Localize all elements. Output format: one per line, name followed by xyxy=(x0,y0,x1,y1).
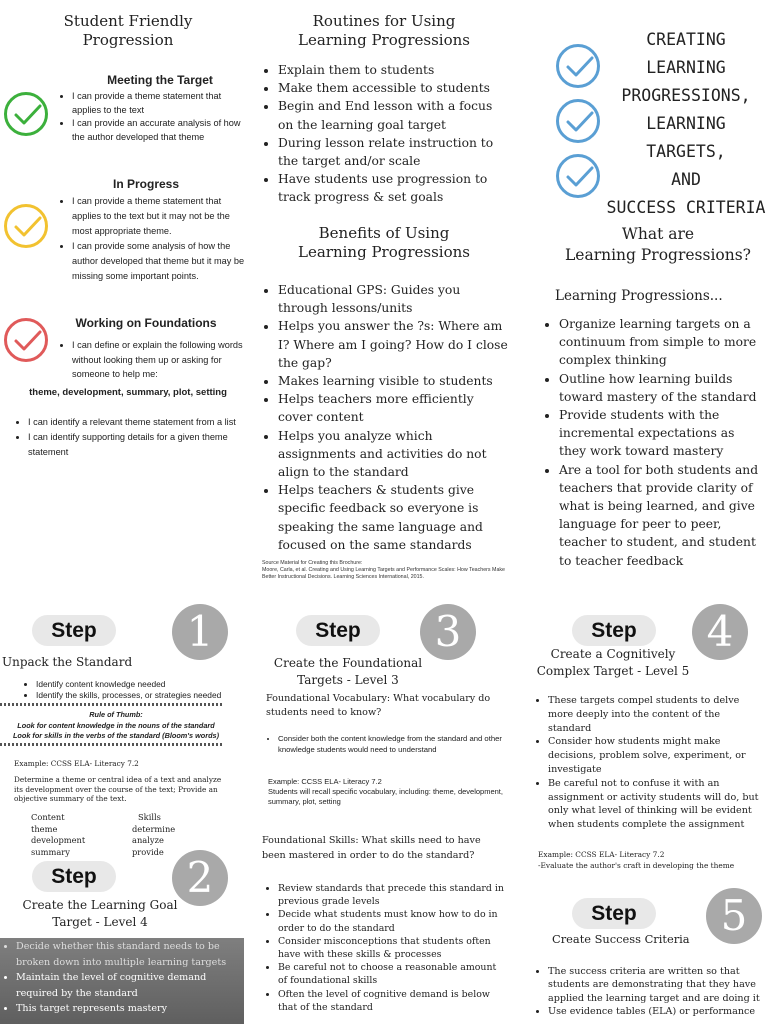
list-item: • I can define or explain the following words without looking them up or asking for someone to help me: xyxy=(72,338,246,382)
content-column: Content theme development summary xyxy=(31,812,86,857)
list-item: • I can provide an accurate analysis of how the author developed that theme xyxy=(72,117,246,144)
list-item: • Have students use progression to track progress & set goals xyxy=(278,170,510,206)
foundations-list xyxy=(56,338,246,382)
list-item: • I can provide a theme statement that applies to the text but it may not be the most appropriate theme. xyxy=(72,194,250,239)
list-item: • Maintain the level of cognitive demand required by the standard xyxy=(16,970,244,1001)
rule-of-thumb: Rule of Thumb: Look for content knowledge in the nouns of the standard Look for skills in the verbs of the standard (Bloom's words) xyxy=(12,710,220,740)
student-friendly-title: Student Friendly Progression xyxy=(63,12,193,49)
step-1-pill: Step xyxy=(32,615,116,646)
step-1-title: Unpack the Standard xyxy=(2,655,133,669)
step-2-pill: Step xyxy=(32,861,116,892)
benefits-title: Benefits of Using Learning Progressions xyxy=(298,224,470,261)
list-item: • Identify the skills, processes, or strategies needed xyxy=(36,690,250,701)
list-item: • Decide whether this standard needs to be broken down into multiple learning targets xyxy=(16,939,244,970)
yellow-check-icon xyxy=(4,204,48,248)
red-check-icon xyxy=(4,318,48,362)
list-item: • Be careful not to choose a reasonable amount of foundational skills xyxy=(278,961,506,987)
list-item: • Make them accessible to students xyxy=(278,79,510,97)
vocab-list xyxy=(262,734,506,755)
list-item: • Decide what students must know how to do in order to do the standard xyxy=(278,908,506,934)
list-item: • Explain them to students xyxy=(278,61,510,79)
foundations-terms: theme, development, summary, plot, setting xyxy=(29,387,227,398)
list-item: • I can identify supporting details for a given theme statement xyxy=(28,430,250,460)
list-item: • I can provide a theme statement that applies to the text xyxy=(72,90,246,117)
list-item: • Consider both the content knowledge from the standard and other knowledge students would need to understand xyxy=(278,734,506,755)
list-item: • Provide students with the incremental expectations as they work toward mastery xyxy=(559,406,765,461)
blue-check-icon xyxy=(556,154,600,198)
step-5-pill: Step xyxy=(572,898,656,929)
skills-question: Foundational Skills: What skills need to have been mastered in order to do the standard? xyxy=(262,835,481,861)
step-5-title: Create Success Criteria xyxy=(552,932,690,946)
meeting-target-heading: Meeting the Target xyxy=(107,73,213,87)
step-2-title: Create the Learning Goal Target - Level 4 xyxy=(22,898,178,929)
what-are-title: What are Learning Progressions? xyxy=(564,225,751,264)
step-3-number: 3 xyxy=(420,604,476,660)
list-item: • Often the level of cognitive demand is below that of the standard xyxy=(278,988,506,1014)
skills-column: Skills determine analyze provide xyxy=(132,812,176,857)
lp-heading: Learning Progressions... xyxy=(555,288,723,304)
meeting-target-list xyxy=(56,90,246,144)
skills-list xyxy=(262,882,506,1014)
list-item: • Are a tool for both students and teachers that provide clarity of what is being learned, and give language for peer to peer, teacher to student, and student to teacher feedback xyxy=(559,461,765,570)
dotted-divider xyxy=(0,703,224,706)
step-3-example: Example: CCSS ELA- Literacy 7.2 Students will recall specific vocabulary, including: theme, development, summary, plot, setting xyxy=(268,777,503,806)
list-item: • Begin and End lesson with a focus on the learning goal target xyxy=(278,97,510,133)
step-1-number: 1 xyxy=(172,604,228,660)
list-item: • Review standards that precede this standard in previous grade levels xyxy=(278,882,506,908)
list-item: • Helps teachers & students give specific feedback so everyone is speaking the same language and focused on the same standards xyxy=(278,481,510,554)
routines-list xyxy=(262,61,510,207)
step-2-highlight-box xyxy=(0,938,244,1024)
list-item: • Consider misconceptions that students often have with these skills & processes xyxy=(278,935,506,961)
list-item: • Use evidence tables (ELA) or performance xyxy=(548,1005,764,1018)
step-5-list xyxy=(532,965,764,1018)
brochure-title: CREATING LEARNING PROGRESSIONS, LEARNING TARGETS, AND SUCCESS CRITERIA xyxy=(606,30,766,217)
list-item: • Identify content knowledge needed xyxy=(36,679,250,690)
step-4-list xyxy=(532,694,764,832)
list-item: • During lesson relate instruction to the target and/or scale xyxy=(278,134,510,170)
list-item: • Organize learning targets on a continuum from simple to more complex thinking xyxy=(559,315,765,370)
benefits-list xyxy=(262,281,510,554)
step-4-number: 4 xyxy=(692,604,748,660)
foundations-extra-list xyxy=(12,415,250,460)
list-item: • These targets compel students to delve more deeply into the content of the standard xyxy=(548,694,764,735)
in-progress-list xyxy=(56,194,250,284)
list-item: • Outline how learning builds toward mastery of the standard xyxy=(559,370,765,406)
step-1-standard: Determine a theme or central idea of a text and analyze its development over the course of the text; Provide an objective summary of the text. xyxy=(14,775,222,803)
list-item: • The success criteria are written so that students are demonstrating that they have applied the learning target and are doing it xyxy=(548,965,764,1005)
foundations-heading: Working on Foundations xyxy=(75,316,217,330)
dotted-divider xyxy=(0,743,224,746)
step-4-example: Example: CCSS ELA- Literacy 7.2 -Evaluate the author's craft in developing the theme xyxy=(538,850,735,870)
list-item: • I can identify a relevant theme statement from a list xyxy=(28,415,250,430)
list-item: • Consider how students might make decisions, problem solve, experiment, or investigate xyxy=(548,735,764,776)
list-item: • Makes learning visible to students xyxy=(278,372,510,390)
green-check-icon xyxy=(4,92,48,136)
step-4-title: Create a Cognitively Complex Target - Level 5 xyxy=(536,647,690,678)
routines-title: Routines for Using Learning Progressions xyxy=(298,12,470,49)
blue-check-icon xyxy=(556,44,600,88)
list-item: • Educational GPS: Guides you through lessons/units xyxy=(278,281,510,317)
list-item: • This target represents mastery xyxy=(16,1001,244,1017)
source-citation: Source Material for Creating this Brochure: Moore, Carla, et al. Creating and Using Learning Targets and Performance Scales: How Teachers Make Better Instructional Decisions. Learning Sciences International, 2015. xyxy=(262,560,505,580)
in-progress-heading: In Progress xyxy=(112,177,180,191)
step-3-title: Create the Foundational Targets - Level 3 xyxy=(273,656,423,687)
step-2-number: 2 xyxy=(172,850,228,906)
step-3-pill: Step xyxy=(296,615,380,646)
list-item: • Helps teachers more efficiently cover content xyxy=(278,390,510,426)
list-item: • Helps you answer the ?s: Where am I? Where am I going? How do I close the gap? xyxy=(278,317,510,372)
step-5-number: 5 xyxy=(706,888,762,944)
list-item: • I can provide some analysis of how the author developed that theme but it may be missing some important points. xyxy=(72,239,250,284)
list-item: • Helps you analyze which assignments and activities do not align to the standard xyxy=(278,427,510,482)
lp-list xyxy=(543,315,765,570)
step-1-list xyxy=(20,679,250,701)
step-1-example: Example: CCSS ELA- Literacy 7.2 xyxy=(14,759,139,768)
step-4-pill: Step xyxy=(572,615,656,646)
vocab-question: Foundational Vocabulary: What vocabulary do students need to know? xyxy=(266,693,491,718)
list-item: • Be careful not to confuse it with an assignment or activity students will do, but only what level of thinking will be evident when students complete the assignment xyxy=(548,777,764,832)
blue-check-icon xyxy=(556,99,600,143)
